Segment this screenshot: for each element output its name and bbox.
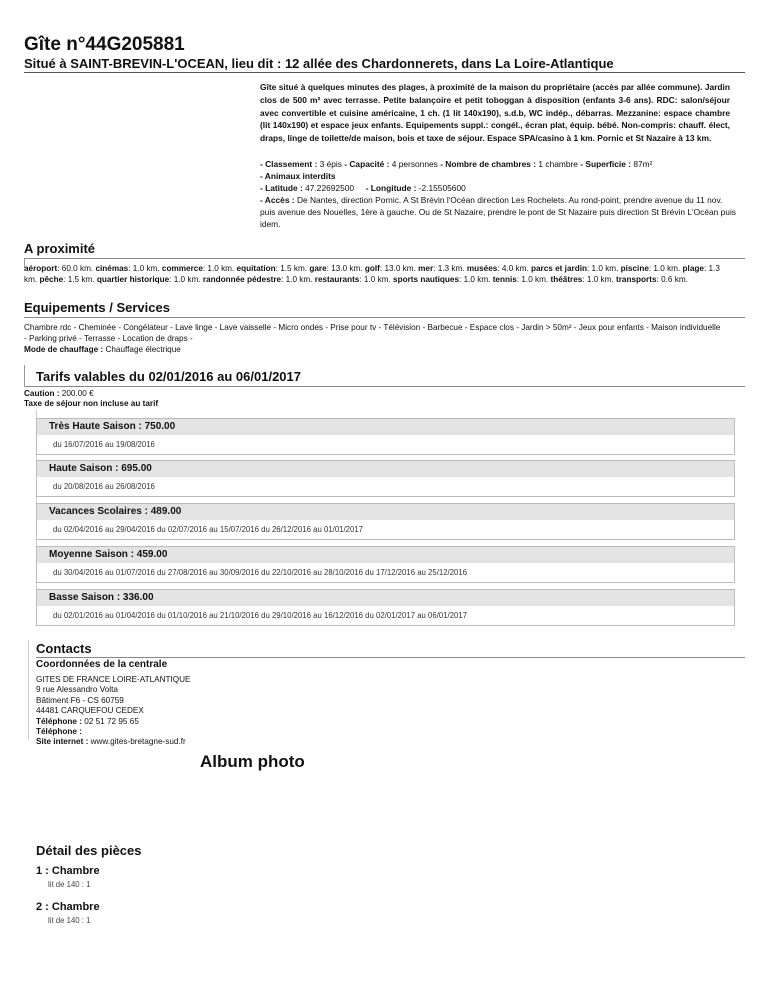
- classement-value: 3 épis: [319, 159, 342, 169]
- contact-phone: [36, 717, 191, 727]
- latitude-value: 47.22692500: [305, 183, 355, 193]
- pieces-title: Détail des pièces: [36, 843, 142, 858]
- season-box: [36, 589, 735, 626]
- proximite-value: : 1.0 km.: [128, 264, 162, 273]
- proximite-key: randonnée pédestre: [202, 275, 282, 284]
- proximite-title: A proximité: [24, 241, 96, 256]
- season-dates: du 20/08/2016 au 26/08/2016: [53, 482, 155, 491]
- contact-website: [36, 737, 191, 747]
- taxe-text: Taxe de séjour non incluse au tarif: [24, 399, 159, 408]
- contact-block: [36, 675, 191, 748]
- season-dates: du 02/04/2016 au 29/04/2016 du 02/07/2016 au 15/07/2016 du 26/12/2016 au 01/01/2017: [53, 525, 363, 534]
- contact-org: GITES DE FRANCE LOIRE-ATLANTIQUE: [36, 675, 191, 684]
- facts-line-1: [260, 158, 740, 170]
- proximite-value: : 1.0 km.: [648, 264, 683, 273]
- room-name: 1 : Chambre: [36, 865, 100, 877]
- description: Gîte situé à quelques minutes des plages, à proximité de la maison du propriétaire (accès par allée commune). Jardin clos de 500 m² avec terrasse. Petite balançoire et petit toboggan à disposition (enfants 3-6 ans). RDC: salon/séjour avec convertible et cuisine américaine, 1 ch. (1 lit 140x190), s.d.b, WC indép., débarras. Mezzanine: espace chambre (lit 140x190) et espace jeux enfants. Equipements suppl.: congél., écran plat, équip. bébé. Non-compris: chauff. élect, draps, linge de toilette/de maison, bois et taxe de séjour. Espace SPA/casino à 1 km. Pornic et St Nazaire à 13 km.: [260, 82, 730, 144]
- longitude-label: - Longitude :: [365, 183, 417, 193]
- proximite-key: mer: [418, 264, 434, 273]
- season-header: Vacances Scolaires : 489.00: [37, 504, 734, 520]
- room-name: 2 : Chambre: [36, 901, 100, 913]
- equipements-list: Chambre rdc - Cheminée - Congélateur - Lave linge - Lave vaisselle - Micro ondes - Prise pour tv - Télévision - Barbecue - Espace clos - Jardin > 50m² - Jeux pour enfants - Maison individuelle - Parking privé - Terrasse - Location de draps -: [24, 323, 721, 343]
- season-header: Moyenne Saison : 459.00: [37, 547, 734, 563]
- contacts-divider: [36, 657, 745, 658]
- season-dates: du 30/04/2016 au 01/07/2016 du 27/08/2016 au 30/09/2016 du 22/10/2016 au 28/10/2016 du 17/12/2016 au 25/12/2016: [53, 568, 468, 577]
- proximite-key: quartier historique: [96, 275, 170, 284]
- equipements-divider: [24, 317, 745, 318]
- longitude-value: -2.15505600: [418, 183, 466, 193]
- season-box: [36, 460, 735, 497]
- facts-block: [260, 158, 740, 230]
- heating-value: Chauffage électrique: [105, 345, 181, 354]
- contacts-title: Contacts: [36, 641, 92, 656]
- chambres-label: - Nombre de chambres :: [440, 159, 537, 169]
- latitude-label: - Latitude :: [260, 183, 303, 193]
- website-value[interactable]: www.gites-bretagne-sud.fr: [90, 737, 186, 747]
- season-header: Très Haute Saison : 750.00: [37, 419, 734, 435]
- album-title: Album photo: [200, 752, 305, 771]
- contact-street: 9 rue Alessandro Volta: [36, 685, 118, 695]
- proximite-key: restaurants: [314, 275, 360, 284]
- proximite-value: : 1.0 km.: [169, 275, 203, 284]
- chambres-value: 1 chambre: [538, 159, 578, 169]
- proximite-key: piscine: [620, 264, 649, 273]
- proximite-key: pêche: [39, 275, 64, 284]
- capacite-label: - Capacité :: [344, 159, 390, 169]
- phone-value: 02 51 72 95 65: [84, 716, 139, 726]
- page-subtitle: Situé à SAINT-BREVIN-L'OCEAN, lieu dit : 12 allée des Chardonnerets, dans La Loire-Atlantique: [24, 56, 614, 71]
- proximite-value: : 1.0 km.: [459, 275, 493, 284]
- tarifs-divider: [24, 386, 745, 387]
- caution-label: Caution :: [24, 389, 60, 398]
- proximite-key: parcs et jardin: [531, 264, 587, 273]
- proximite-value: : 1.0 km.: [202, 264, 237, 273]
- proximite-key: transports: [616, 275, 657, 284]
- caution-value: 200.00 €: [61, 389, 94, 398]
- contact-building: Bâtiment F6 - CS 60759: [36, 695, 124, 705]
- proximite-key: musées: [466, 264, 498, 273]
- contact-phone-2: [36, 727, 191, 737]
- page-title: Gîte n°44G205881: [24, 34, 185, 55]
- heating-line: [24, 345, 181, 354]
- proximite-key: théâtres: [550, 275, 583, 284]
- proximite-value: : 13.0 km.: [379, 264, 419, 273]
- proximite-value: : 0.6 km.: [656, 275, 688, 284]
- season-dates: du 16/07/2016 au 19/08/2016: [53, 440, 155, 449]
- proximite-value: : 1.3 km.: [433, 264, 467, 273]
- season-header: Basse Saison : 336.00: [37, 590, 734, 606]
- proximite-key: commerce: [161, 264, 203, 273]
- room-bed: lit de 140 : 1: [48, 916, 91, 925]
- caution-block: [24, 389, 158, 409]
- classement-label: - Classement :: [260, 159, 318, 169]
- tarifs-title: Tarifs valables du 02/01/2016 au 06/01/2017: [36, 369, 301, 384]
- season-box: [36, 503, 735, 540]
- phone-label: Téléphone :: [36, 716, 82, 726]
- heating-label: Mode de chauffage :: [24, 345, 104, 354]
- superficie-label: - Superficie :: [580, 159, 632, 169]
- website-label: Site internet :: [36, 737, 89, 747]
- proximite-value: : 1.0 km.: [516, 275, 551, 284]
- proximite-key: gare: [309, 264, 327, 273]
- proximite-value: : 1.0 km.: [586, 264, 621, 273]
- proximite-value: : 1.0 km.: [359, 275, 394, 284]
- proximite-key: golf: [364, 264, 380, 273]
- season-box: [36, 418, 735, 455]
- proximite-value: : 1.0 km.: [281, 275, 315, 284]
- acces-line: [260, 194, 740, 230]
- title-divider: [24, 72, 745, 73]
- proximite-value: : 13.0 km.: [326, 264, 365, 273]
- proximite-key: cinémas: [95, 264, 129, 273]
- superficie-value: 87m²: [633, 159, 653, 169]
- room-bed: lit de 140 : 1: [48, 880, 91, 889]
- proximite-key: equitation: [236, 264, 276, 273]
- animaux-line: [260, 170, 740, 182]
- proximite-key: sports nautiques: [393, 275, 460, 284]
- proximite-value: : 60.0 km.: [57, 264, 96, 273]
- acces-value: De Nantes, direction Pornic. A St Brévin l'Océan direction Les Rochelets. Au rond-point, prendre avenue du 11 nov. puis avenue des Nouelles, 1ère à gauche. Ou de St Nazaire, prendre le pont de St Nazaire puis direction St Brévin L'Océan puis idem.: [260, 195, 736, 229]
- season-dates: du 02/01/2016 au 01/04/2016 du 01/10/2016 au 21/10/2016 du 29/10/2016 au 16/12/2016 du 02/01/2017 au 06/01/2017: [53, 611, 468, 620]
- tarifs-vline: [24, 365, 25, 387]
- proximite-value: : 1.5 km.: [63, 275, 97, 284]
- season-box: [36, 546, 735, 583]
- coords-line: [260, 182, 740, 194]
- proximite-value: : 4.0 km.: [497, 264, 531, 273]
- proximite-value: : 1.0 km.: [582, 275, 617, 284]
- acces-label: - Accès :: [260, 195, 295, 205]
- equipements-title: Equipements / Services: [24, 300, 170, 315]
- caution-line: [24, 389, 158, 399]
- contact-city: 44481 CARQUEFOU CEDEX: [36, 706, 144, 716]
- season-header: Haute Saison : 695.00: [37, 461, 734, 477]
- capacite-value: 4 personnes: [391, 159, 438, 169]
- proximite-list: [24, 263, 724, 285]
- animaux-text: - Animaux interdits: [260, 171, 336, 181]
- contact-subtitle: Coordonnées de la centrale: [36, 659, 168, 670]
- proximite-key: tennis: [492, 275, 517, 284]
- proximite-key: plage: [682, 264, 704, 273]
- proximite-value: : 1.5 km.: [275, 264, 310, 273]
- proximite-divider: [24, 258, 745, 259]
- contacts-vline: [28, 640, 29, 740]
- proximite-key: aéroport: [24, 264, 58, 273]
- taxe-line: [24, 399, 158, 409]
- phone-2-label: Téléphone :: [36, 727, 82, 737]
- proximite-value: : 1.3 km.: [24, 264, 720, 284]
